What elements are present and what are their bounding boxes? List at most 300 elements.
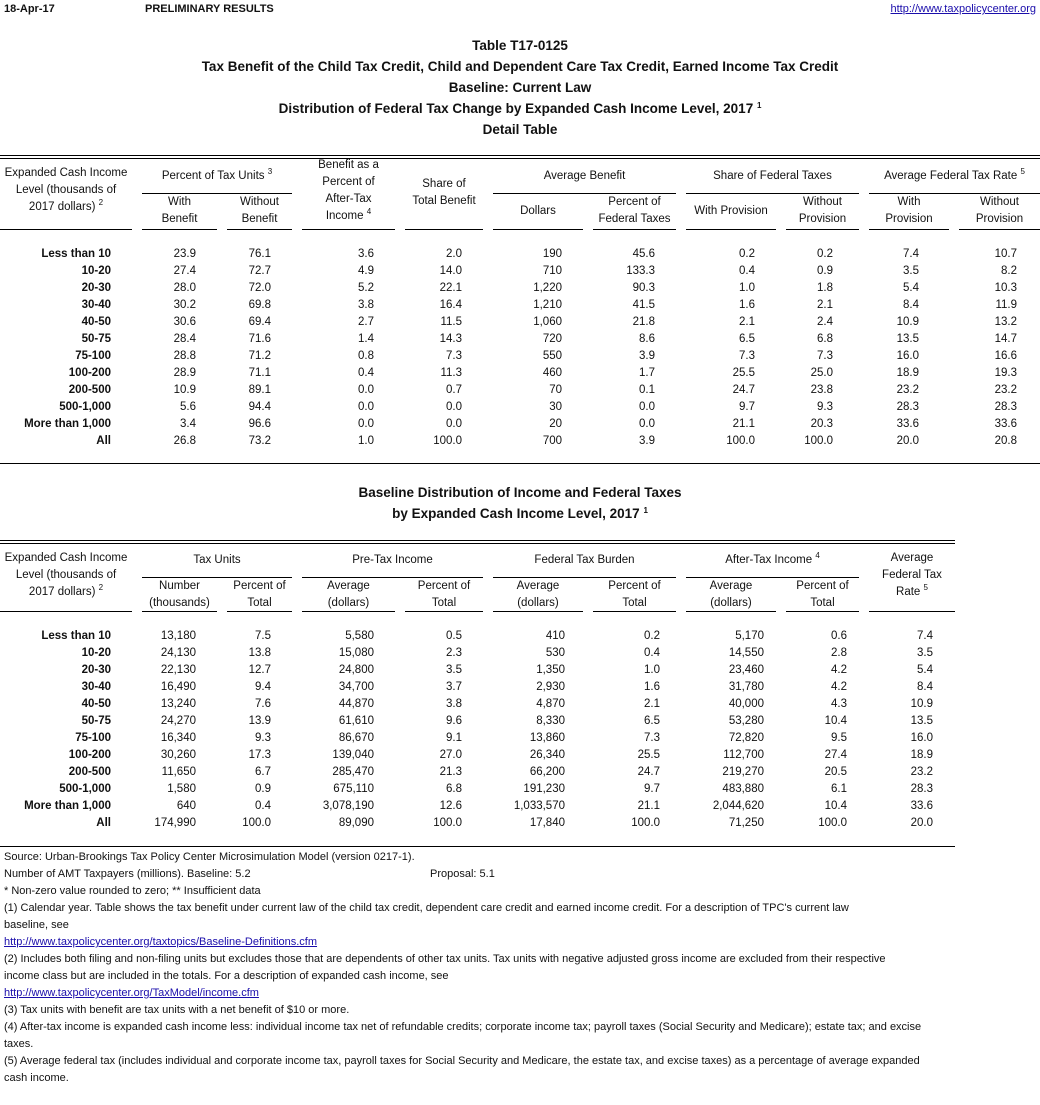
avg-benefit-pct-fedtax-cell: 133.3 xyxy=(626,265,655,277)
avg-rate-without-cell: 20.8 xyxy=(994,435,1017,447)
table-row xyxy=(0,815,1040,832)
avg-rate-cell: 23.2 xyxy=(910,766,933,778)
pretax-avg-cell: 24,800 xyxy=(338,664,374,676)
aftertax-pct-cell: 4.2 xyxy=(831,664,847,676)
pct-without-benefit-cell: 69.4 xyxy=(248,316,271,328)
share-total-benefit-cell: 22.1 xyxy=(439,282,462,294)
footnote-4-cont: taxes. xyxy=(4,1038,34,1050)
avg-benefit-dollars-cell: 190 xyxy=(542,248,562,260)
t1-header-share-fed-taxes: Share of Federal Taxes xyxy=(713,170,832,182)
table-id: Table T17-0125 xyxy=(472,38,568,53)
avg-rate-cell: 28.3 xyxy=(910,783,933,795)
tax-units-pct-cell: 12.7 xyxy=(248,664,271,676)
benefit-pct-aftertax-cell: 4.9 xyxy=(358,265,374,277)
pretax-pct-cell: 3.5 xyxy=(446,664,462,676)
income-level-cell: 10-20 xyxy=(81,265,111,277)
avg-rate-without-cell: 28.3 xyxy=(994,401,1017,413)
table2-top-rule xyxy=(0,540,955,544)
benefit-pct-aftertax-cell: 0.8 xyxy=(358,350,374,362)
burden-pct-cell: 25.5 xyxy=(637,749,660,761)
aftertax-avg-cell: 219,270 xyxy=(722,766,764,778)
table-row xyxy=(0,645,1040,662)
aftertax-pct-cell: 10.4 xyxy=(824,800,847,812)
burden-pct-cell: 0.4 xyxy=(644,647,660,659)
t1-header-pct-fed-taxes: Percent of Federal Taxes xyxy=(598,196,671,225)
income-level-cell: 30-40 xyxy=(81,299,111,311)
share-fedtax-with-cell: 1.0 xyxy=(739,282,755,294)
burden-pct-cell: 24.7 xyxy=(637,766,660,778)
share-total-benefit-cell: 0.0 xyxy=(446,401,462,413)
tax-units-number-cell: 640 xyxy=(176,800,196,812)
burden-avg-cell: 4,870 xyxy=(536,698,565,710)
share-total-benefit-cell: 100.0 xyxy=(433,435,462,447)
aftertax-avg-cell: 71,250 xyxy=(728,817,764,829)
avg-rate-without-cell: 19.3 xyxy=(994,367,1017,379)
pretax-avg-cell: 89,090 xyxy=(338,817,374,829)
pct-without-benefit-cell: 76.1 xyxy=(248,248,271,260)
aftertax-avg-cell: 2,044,620 xyxy=(712,800,764,812)
avg-rate-cell: 3.5 xyxy=(917,647,933,659)
burden-avg-cell: 13,860 xyxy=(529,732,565,744)
avg-benefit-pct-fedtax-cell: 90.3 xyxy=(632,282,655,294)
pretax-pct-cell: 3.8 xyxy=(446,698,462,710)
share-fedtax-with-cell: 2.1 xyxy=(739,316,755,328)
avg-rate-with-cell: 8.4 xyxy=(903,299,919,311)
t2-header-aftertax-avg: Average (dollars) xyxy=(709,580,753,609)
tax-units-number-cell: 30,260 xyxy=(160,749,196,761)
avg-rate-cell: 33.6 xyxy=(910,800,933,812)
aftertax-avg-cell: 112,700 xyxy=(723,749,764,761)
avg-benefit-pct-fedtax-cell: 0.1 xyxy=(639,384,655,396)
tax-units-number-cell: 16,490 xyxy=(160,681,196,693)
distribution-title: Distribution of Federal Tax Change by Expanded Cash Income Level, 2017 $^1$ xyxy=(278,101,762,116)
tax-units-number-cell: 13,240 xyxy=(160,698,196,710)
pct-with-benefit-cell: 28.9 xyxy=(173,367,196,379)
table-row xyxy=(0,747,1040,764)
burden-pct-cell: 1.0 xyxy=(644,664,660,676)
pct-with-benefit-cell: 23.9 xyxy=(173,248,196,260)
benefit-pct-aftertax-cell: 2.7 xyxy=(358,316,374,328)
footnote-5-cont: cash income. xyxy=(4,1072,69,1084)
burden-pct-cell: 21.1 xyxy=(637,800,660,812)
pretax-avg-cell: 34,700 xyxy=(338,681,374,693)
income-level-cell: 75-100 xyxy=(75,732,111,744)
burden-avg-cell: 191,230 xyxy=(523,783,565,795)
pretax-avg-cell: 86,670 xyxy=(338,732,374,744)
pretax-avg-cell: 5,580 xyxy=(345,630,374,642)
benefit-pct-aftertax-cell: 0.0 xyxy=(358,384,374,396)
baseline-title: Baseline: Current Law xyxy=(448,80,592,95)
income-level-cell: 75-100 xyxy=(75,350,111,362)
t1-header-pct-tax-units: Percent of Tax Units $^3$ xyxy=(161,167,273,182)
avg-benefit-dollars-cell: 720 xyxy=(542,333,562,345)
nonzero-note: * Non-zero value rounded to zero; ** Insufficient data xyxy=(4,885,261,897)
aftertax-pct-cell: 4.2 xyxy=(831,681,847,693)
burden-avg-cell: 2,930 xyxy=(536,681,565,693)
tax-units-pct-cell: 17.3 xyxy=(248,749,271,761)
avg-benefit-dollars-cell: 30 xyxy=(549,401,562,413)
avg-rate-with-cell: 20.0 xyxy=(896,435,919,447)
avg-rate-without-cell: 14.7 xyxy=(994,333,1017,345)
share-fedtax-with-cell: 100.0 xyxy=(726,435,755,447)
table-row xyxy=(0,280,1040,297)
income-level-cell: 10-20 xyxy=(81,647,111,659)
burden-avg-cell: 17,840 xyxy=(529,817,565,829)
avg-benefit-dollars-cell: 1,060 xyxy=(533,316,562,328)
table-row xyxy=(0,399,1040,416)
table2-bottom-rule xyxy=(0,846,955,847)
table-row xyxy=(0,382,1040,399)
tax-units-number-cell: 11,650 xyxy=(161,766,196,778)
share-fedtax-without-cell: 1.8 xyxy=(817,282,833,294)
avg-rate-with-cell: 13.5 xyxy=(896,333,919,345)
t2-header-burden-avg: Average (dollars) xyxy=(516,580,560,609)
pct-without-benefit-cell: 69.8 xyxy=(248,299,271,311)
pct-with-benefit-cell: 28.4 xyxy=(173,333,196,345)
share-fedtax-without-cell: 0.9 xyxy=(817,265,833,277)
aftertax-avg-cell: 72,820 xyxy=(728,732,764,744)
aftertax-pct-cell: 100.0 xyxy=(818,817,847,829)
avg-benefit-dollars-cell: 1,220 xyxy=(533,282,562,294)
table-row xyxy=(0,433,1040,450)
tax-units-number-cell: 1,580 xyxy=(167,783,196,795)
income-level-cell: 20-30 xyxy=(81,664,111,676)
aftertax-avg-cell: 53,280 xyxy=(728,715,764,727)
income-definition-link[interactable]: http://www.taxpolicycenter.org/TaxModel/income.cfm xyxy=(4,987,259,999)
avg-rate-cell: 16.0 xyxy=(910,732,933,744)
tax-units-number-cell: 24,130 xyxy=(160,647,196,659)
avg-rate-with-cell: 23.2 xyxy=(896,384,919,396)
income-level-cell: Less than 10 xyxy=(41,248,111,260)
avg-benefit-pct-fedtax-cell: 45.6 xyxy=(632,248,655,260)
avg-rate-cell: 8.4 xyxy=(917,681,933,693)
aftertax-avg-cell: 14,550 xyxy=(728,647,764,659)
table-row xyxy=(0,679,1040,696)
table-row xyxy=(0,314,1040,331)
share-total-benefit-cell: 16.4 xyxy=(439,299,462,311)
pct-without-benefit-cell: 94.4 xyxy=(248,401,271,413)
t2-header-burden-pct: Percent of Total xyxy=(608,580,661,609)
pretax-avg-cell: 3,078,190 xyxy=(322,800,374,812)
burden-pct-cell: 0.2 xyxy=(644,630,660,642)
income-level-cell: All xyxy=(96,435,111,447)
detail-title: Detail Table xyxy=(482,122,558,137)
table-row xyxy=(0,798,1040,815)
status-label: PRELIMINARY RESULTS xyxy=(145,3,274,15)
avg-rate-with-cell: 18.9 xyxy=(896,367,919,379)
pretax-pct-cell: 100.0 xyxy=(433,817,462,829)
burden-pct-cell: 2.1 xyxy=(644,698,660,710)
avg-rate-without-cell: 33.6 xyxy=(994,418,1017,430)
income-level-cell: 500-1,000 xyxy=(59,401,111,413)
t2-header-pretax-pct: Percent of Total xyxy=(417,580,471,609)
table-row xyxy=(0,365,1040,382)
share-fedtax-with-cell: 25.5 xyxy=(732,367,755,379)
income-level-cell: More than 1,000 xyxy=(24,800,111,812)
share-fedtax-with-cell: 24.7 xyxy=(732,384,755,396)
footnote-1-cont: baseline, see xyxy=(4,919,69,931)
avg-benefit-pct-fedtax-cell: 3.9 xyxy=(639,435,655,447)
share-fedtax-with-cell: 0.4 xyxy=(739,265,755,277)
avg-benefit-dollars-cell: 550 xyxy=(542,350,562,362)
avg-benefit-pct-fedtax-cell: 3.9 xyxy=(639,350,655,362)
pct-with-benefit-cell: 27.4 xyxy=(173,265,196,277)
pretax-avg-cell: 285,470 xyxy=(332,766,374,778)
pretax-pct-cell: 2.3 xyxy=(446,647,462,659)
tax-units-pct-cell: 0.4 xyxy=(255,800,271,812)
share-total-benefit-cell: 11.3 xyxy=(440,367,462,379)
benefit-pct-aftertax-cell: 0.4 xyxy=(358,367,374,379)
burden-pct-cell: 9.7 xyxy=(644,783,660,795)
avg-benefit-pct-fedtax-cell: 21.8 xyxy=(632,316,655,328)
avg-benefit-pct-fedtax-cell: 8.6 xyxy=(639,333,655,345)
pretax-avg-cell: 44,870 xyxy=(338,698,374,710)
burden-avg-cell: 8,330 xyxy=(536,715,565,727)
aftertax-avg-cell: 31,780 xyxy=(728,681,764,693)
benefit-pct-aftertax-cell: 3.6 xyxy=(358,248,374,260)
table1-bottom-rule xyxy=(0,463,1040,464)
share-fedtax-without-cell: 2.4 xyxy=(817,316,833,328)
pretax-pct-cell: 3.7 xyxy=(446,681,462,693)
aftertax-pct-cell: 2.8 xyxy=(831,647,847,659)
share-fedtax-without-cell: 6.8 xyxy=(817,333,833,345)
pct-with-benefit-cell: 3.4 xyxy=(180,418,196,430)
avg-rate-cell: 13.5 xyxy=(910,715,933,727)
tax-units-pct-cell: 7.6 xyxy=(255,698,271,710)
aftertax-pct-cell: 4.3 xyxy=(831,698,847,710)
burden-pct-cell: 1.6 xyxy=(644,681,660,693)
income-level-cell: Less than 10 xyxy=(41,630,111,642)
tax-units-number-cell: 22,130 xyxy=(160,664,196,676)
tax-units-pct-cell: 13.8 xyxy=(248,647,271,659)
aftertax-avg-cell: 23,460 xyxy=(728,664,764,676)
share-fedtax-without-cell: 9.3 xyxy=(817,401,833,413)
avg-rate-without-cell: 8.2 xyxy=(1001,265,1017,277)
table-row xyxy=(0,662,1040,679)
pretax-pct-cell: 0.5 xyxy=(446,630,462,642)
t2-header-pretax-avg: Average (dollars) xyxy=(327,580,370,609)
table-row xyxy=(0,331,1040,348)
share-fedtax-with-cell: 6.5 xyxy=(739,333,755,345)
t1-header-avg-benefit: Average Benefit xyxy=(543,170,626,182)
avg-benefit-dollars-cell: 710 xyxy=(542,265,562,277)
pretax-pct-cell: 6.8 xyxy=(446,783,462,795)
share-fedtax-with-cell: 9.7 xyxy=(739,401,755,413)
t2-header-tax-units: Tax Units xyxy=(193,554,241,566)
share-total-benefit-cell: 14.3 xyxy=(439,333,462,345)
pct-without-benefit-cell: 96.6 xyxy=(248,418,271,430)
share-fedtax-without-cell: 20.3 xyxy=(810,418,833,430)
avg-rate-with-cell: 5.4 xyxy=(903,282,919,294)
tax-units-pct-cell: 100.0 xyxy=(242,817,271,829)
aftertax-pct-cell: 0.6 xyxy=(831,630,847,642)
t2-header-units-pct: Percent of Total xyxy=(233,580,286,609)
burden-avg-cell: 1,350 xyxy=(536,664,565,676)
tax-units-pct-cell: 6.7 xyxy=(255,766,271,778)
income-level-cell: 200-500 xyxy=(68,384,111,396)
share-total-benefit-cell: 2.0 xyxy=(446,248,462,260)
benefit-pct-aftertax-cell: 0.0 xyxy=(358,401,374,413)
benefit-pct-aftertax-cell: 5.2 xyxy=(358,282,374,294)
site-link[interactable]: http://www.taxpolicycenter.org xyxy=(890,3,1036,15)
share-total-benefit-cell: 0.7 xyxy=(446,384,462,396)
footnote-2-cont: income class but are included in the totals. For a description of expanded cash income, see xyxy=(4,970,449,982)
footnote-1: (1) Calendar year. Table shows the tax benefit under current law of the child tax credit, dependent care credit and earned income credit. For a description of TPC's current law xyxy=(4,902,849,914)
t1-header-income-level: Expanded Cash Income Level (thousands of 2017 dollars) $^2$ xyxy=(4,167,128,213)
pct-without-benefit-cell: 71.2 xyxy=(248,350,271,362)
burden-avg-cell: 410 xyxy=(545,630,565,642)
burden-avg-cell: 66,200 xyxy=(529,766,565,778)
aftertax-pct-cell: 27.4 xyxy=(824,749,847,761)
burden-pct-cell: 7.3 xyxy=(644,732,660,744)
pretax-pct-cell: 12.6 xyxy=(439,800,462,812)
share-fedtax-without-cell: 25.0 xyxy=(810,367,833,379)
share-fedtax-with-cell: 21.1 xyxy=(732,418,755,430)
avg-benefit-dollars-cell: 1,210 xyxy=(533,299,562,311)
source-note: Source: Urban-Brookings Tax Policy Center Microsimulation Model (version 0217-1). xyxy=(4,851,415,863)
avg-benefit-pct-fedtax-cell: 41.5 xyxy=(632,299,655,311)
pct-with-benefit-cell: 26.8 xyxy=(173,435,196,447)
avg-rate-with-cell: 10.9 xyxy=(896,316,919,328)
tax-units-pct-cell: 9.4 xyxy=(255,681,271,693)
avg-benefit-pct-fedtax-cell: 1.7 xyxy=(639,367,655,379)
table-row xyxy=(0,416,1040,433)
tax-units-number-cell: 174,990 xyxy=(154,817,196,829)
t1-header-rate-with: With Provision xyxy=(885,196,933,225)
t2-header-avg-rate: Average Federal Tax Rate $^5$ xyxy=(882,552,942,598)
burden-pct-cell: 100.0 xyxy=(631,817,660,829)
share-total-benefit-cell: 0.0 xyxy=(446,418,462,430)
footnote-3: (3) Tax units with benefit are tax units with a net benefit of $10 or more. xyxy=(4,1004,350,1016)
t2-header-aftertax-pct: Percent of Total xyxy=(796,580,849,609)
benefit-pct-aftertax-cell: 0.0 xyxy=(358,418,374,430)
income-level-cell: 500-1,000 xyxy=(59,783,111,795)
aftertax-pct-cell: 6.1 xyxy=(831,783,847,795)
t2-header-fed-burden: Federal Tax Burden xyxy=(534,554,635,566)
avg-benefit-pct-fedtax-cell: 0.0 xyxy=(639,401,655,413)
pretax-avg-cell: 15,080 xyxy=(338,647,374,659)
t2-header-number: Number (thousands) xyxy=(149,580,210,609)
pretax-avg-cell: 139,040 xyxy=(332,749,374,761)
income-level-cell: 50-75 xyxy=(81,715,111,727)
pretax-avg-cell: 675,110 xyxy=(333,783,374,795)
burden-pct-cell: 6.5 xyxy=(644,715,660,727)
table-row xyxy=(0,246,1040,263)
tax-units-number-cell: 13,180 xyxy=(160,630,196,642)
avg-rate-cell: 18.9 xyxy=(910,749,933,761)
benefit-pct-aftertax-cell: 1.4 xyxy=(358,333,374,345)
aftertax-pct-cell: 20.5 xyxy=(824,766,847,778)
table2-title: Baseline Distribution of Income and Federal Taxes xyxy=(358,485,682,500)
pretax-pct-cell: 9.1 xyxy=(446,732,462,744)
avg-rate-without-cell: 11.9 xyxy=(995,299,1017,311)
pretax-pct-cell: 9.6 xyxy=(446,715,462,727)
income-level-cell: 30-40 xyxy=(81,681,111,693)
table-row xyxy=(0,781,1040,798)
t1-header-share-total: Share of Total Benefit xyxy=(412,178,476,207)
avg-benefit-pct-fedtax-cell: 0.0 xyxy=(639,418,655,430)
table-row xyxy=(0,696,1040,713)
pct-with-benefit-cell: 5.6 xyxy=(180,401,196,413)
share-fedtax-with-cell: 0.2 xyxy=(739,248,755,260)
avg-rate-cell: 7.4 xyxy=(917,630,933,642)
aftertax-pct-cell: 9.5 xyxy=(831,732,847,744)
table-row xyxy=(0,713,1040,730)
report-date: 18-Apr-17 xyxy=(4,3,55,15)
income-level-cell: All xyxy=(96,817,111,829)
share-total-benefit-cell: 14.0 xyxy=(439,265,462,277)
avg-rate-without-cell: 23.2 xyxy=(994,384,1017,396)
table-row xyxy=(0,764,1040,781)
income-level-cell: 50-75 xyxy=(81,333,111,345)
pct-with-benefit-cell: 30.2 xyxy=(173,299,196,311)
pct-without-benefit-cell: 71.6 xyxy=(248,333,271,345)
pretax-pct-cell: 21.3 xyxy=(439,766,462,778)
t1-header-avg-fed-rate: Average Federal Tax Rate $^5$ xyxy=(884,167,1025,182)
baseline-definitions-link[interactable]: http://www.taxpolicycenter.org/taxtopics/Baseline-Definitions.cfm xyxy=(4,936,318,948)
table-row xyxy=(0,297,1040,314)
income-level-cell: 40-50 xyxy=(81,698,111,710)
t1-header-rate-without: Without Provision xyxy=(975,196,1024,225)
avg-benefit-dollars-cell: 700 xyxy=(542,435,562,447)
t1-header-with-provision: With Provision xyxy=(694,205,768,217)
share-fedtax-without-cell: 23.8 xyxy=(810,384,833,396)
burden-avg-cell: 26,340 xyxy=(529,749,565,761)
pct-with-benefit-cell: 28.0 xyxy=(173,282,196,294)
pct-without-benefit-cell: 73.2 xyxy=(248,435,271,447)
table2-subtitle: by Expanded Cash Income Level, 2017 $^1$ xyxy=(392,506,648,521)
t2-header-income-level: Expanded Cash Income Level (thousands of 2017 dollars) $^2$ xyxy=(4,552,128,598)
avg-rate-cell: 10.9 xyxy=(910,698,933,710)
pct-without-benefit-cell: 72.7 xyxy=(248,265,271,277)
footnote-5: (5) Average federal tax (includes individual and corporate income tax, payroll taxes for Social Security and Medicare, the estate tax, and excise taxes) as a percentage of average expanded xyxy=(4,1055,920,1067)
t1-header-with-benefit: With Benefit xyxy=(161,196,198,225)
share-fedtax-without-cell: 2.1 xyxy=(817,299,833,311)
pct-with-benefit-cell: 28.8 xyxy=(173,350,196,362)
pretax-avg-cell: 61,610 xyxy=(338,715,374,727)
avg-rate-with-cell: 33.6 xyxy=(896,418,919,430)
footnote-4: (4) After-tax income is expanded cash income less: individual income tax net of refundable credits; corporate income tax; payroll taxes (Social Security and Medicare); estate tax; and excise xyxy=(4,1021,922,1033)
pct-without-benefit-cell: 71.1 xyxy=(248,367,271,379)
table-row xyxy=(0,348,1040,365)
share-total-benefit-cell: 7.3 xyxy=(446,350,462,362)
pct-with-benefit-cell: 30.6 xyxy=(173,316,196,328)
table-row xyxy=(0,730,1040,747)
tax-units-pct-cell: 13.9 xyxy=(248,715,271,727)
table-subtitle: Tax Benefit of the Child Tax Credit, Child and Dependent Care Tax Credit, Earned Income Tax Credit xyxy=(201,59,839,74)
t2-header-aftertax: After-Tax Income $^4$ xyxy=(725,551,820,566)
avg-rate-with-cell: 7.4 xyxy=(903,248,919,260)
income-level-cell: 100-200 xyxy=(68,367,111,379)
avg-benefit-dollars-cell: 460 xyxy=(542,367,562,379)
amt-note: Number of AMT Taxpayers (millions). Baseline: 5.2 xyxy=(4,868,251,880)
share-fedtax-without-cell: 0.2 xyxy=(817,248,833,260)
burden-avg-cell: 1,033,570 xyxy=(513,800,565,812)
t1-header-dollars: Dollars xyxy=(520,205,556,217)
aftertax-avg-cell: 5,170 xyxy=(735,630,764,642)
avg-rate-without-cell: 13.2 xyxy=(994,316,1017,328)
t2-header-pretax: Pre-Tax Income xyxy=(352,554,433,566)
pretax-pct-cell: 27.0 xyxy=(439,749,462,761)
share-fedtax-with-cell: 1.6 xyxy=(739,299,755,311)
avg-rate-without-cell: 16.6 xyxy=(994,350,1017,362)
income-level-cell: 40-50 xyxy=(81,316,111,328)
footnote-2: (2) Includes both filing and non-filing units but excludes those that are dependents of other tax units. Tax units with negative adjusted gross income are excluded from their respective xyxy=(4,953,886,965)
pct-without-benefit-cell: 72.0 xyxy=(248,282,271,294)
benefit-pct-aftertax-cell: 1.0 xyxy=(358,435,374,447)
avg-rate-with-cell: 28.3 xyxy=(896,401,919,413)
table-row xyxy=(0,263,1040,280)
